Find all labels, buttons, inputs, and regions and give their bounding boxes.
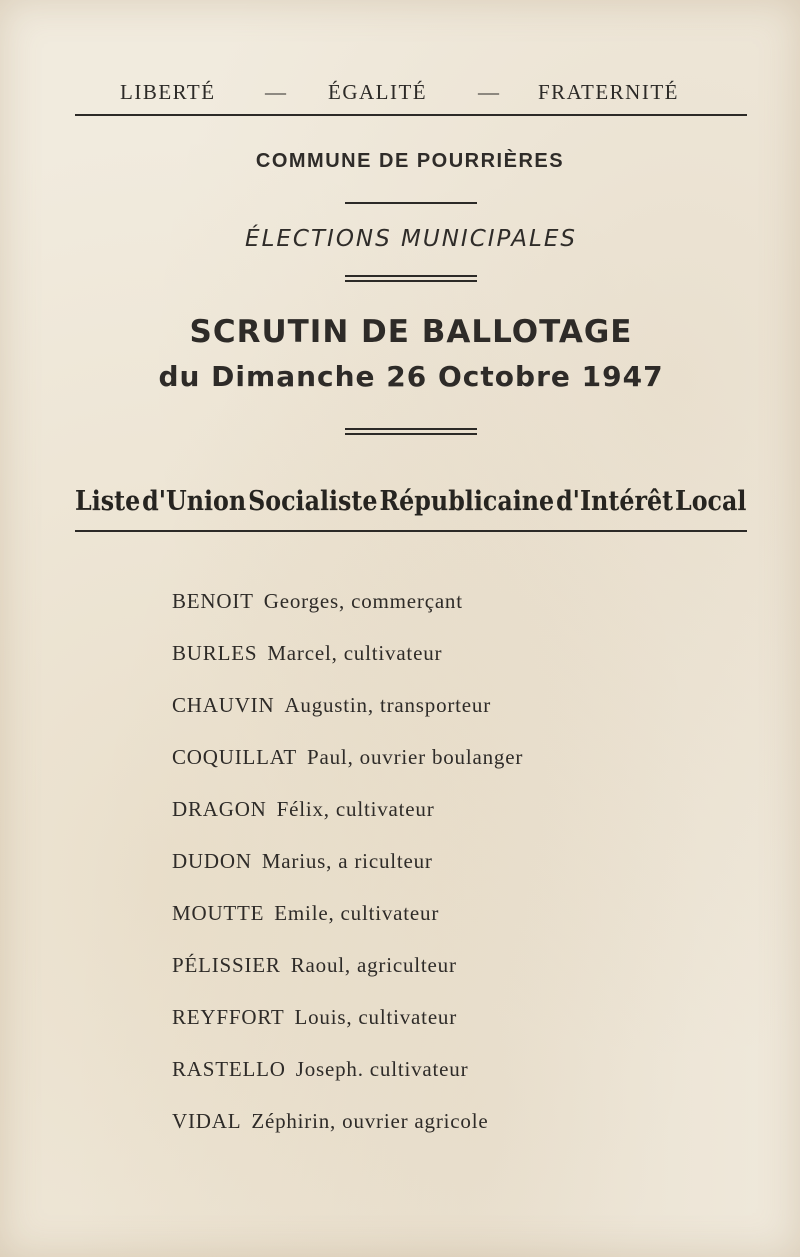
separator-rule (345, 433, 477, 435)
list-item (172, 794, 523, 846)
candidate-surname: CHAUVIN (172, 693, 275, 717)
motto-dash: — (265, 80, 288, 104)
candidate-details: Marcel, cultivateur (267, 641, 443, 665)
candidate-surname: RASTELLO (172, 1057, 286, 1081)
candidate-details: Zéphirin, ouvrier agricole (251, 1109, 489, 1133)
list-item (172, 586, 523, 638)
candidate-surname: DUDON (172, 849, 252, 873)
candidate-surname: MOUTTE (172, 901, 265, 925)
list-item (172, 742, 523, 794)
list-item (172, 638, 523, 690)
list-item (172, 898, 523, 950)
list-title-word: d'Intérêt (556, 486, 674, 517)
candidate-surname: BURLES (172, 641, 258, 665)
candidate-details: Marius, a riculteur (261, 849, 433, 873)
list-item (172, 846, 523, 898)
candidate-surname: REYFFORT (172, 1005, 285, 1029)
motto-liberte: LIBERTÉ (120, 80, 216, 104)
candidate-surname: DRAGON (172, 797, 267, 821)
candidate-surname: BENOIT (172, 589, 254, 613)
motto-egalite: ÉGALITÉ (328, 80, 428, 104)
candidate-surname: VIDAL (172, 1109, 242, 1133)
candidate-details: Augustin, transporteur (284, 693, 492, 717)
candidate-details: Georges, commerçant (263, 589, 463, 613)
list-title-rule (75, 530, 747, 532)
separator-rule (345, 202, 477, 204)
list-item (172, 1002, 523, 1054)
motto-dash: — (478, 80, 501, 104)
motto-rule (75, 114, 747, 116)
list-item (172, 690, 523, 742)
list-title-word: Liste (75, 486, 141, 517)
republic-motto (75, 80, 747, 110)
separator-rule (345, 428, 477, 430)
list-title (75, 486, 746, 526)
separator-rule (345, 275, 477, 277)
list-title-word: Local (674, 486, 747, 517)
list-item (172, 1106, 523, 1158)
list-item (172, 1054, 523, 1106)
candidate-details: Joseph. cultivateur (295, 1057, 469, 1081)
list-title-word: Socialiste (248, 486, 378, 517)
candidate-list (172, 586, 523, 1158)
election-date: du Dimanche 26 Octobre 1947 (158, 360, 664, 393)
list-title-word: d'Union (142, 486, 247, 517)
list-title-word: Républicaine (379, 486, 555, 517)
scrutin-title: SCRUTIN DE BALLOTAGE (189, 314, 633, 350)
candidate-surname: PÉLISSIER (172, 953, 281, 977)
candidate-details: Emile, cultivateur (274, 901, 440, 925)
candidate-details: Félix, cultivateur (276, 797, 435, 821)
candidate-surname: COQUILLAT (172, 745, 298, 769)
commune-heading: COMMUNE DE POURRIÈRES (255, 150, 565, 172)
separator-rule (345, 280, 477, 282)
list-item (172, 950, 523, 1002)
motto-fraternite: FRATERNITÉ (538, 80, 679, 104)
candidate-details: Louis, cultivateur (294, 1005, 458, 1029)
candidate-details: Raoul, agriculteur (290, 953, 457, 977)
elections-heading: ÉLECTIONS MUNICIPALES (245, 226, 577, 252)
candidate-details: Paul, ouvrier boulanger (307, 745, 524, 769)
